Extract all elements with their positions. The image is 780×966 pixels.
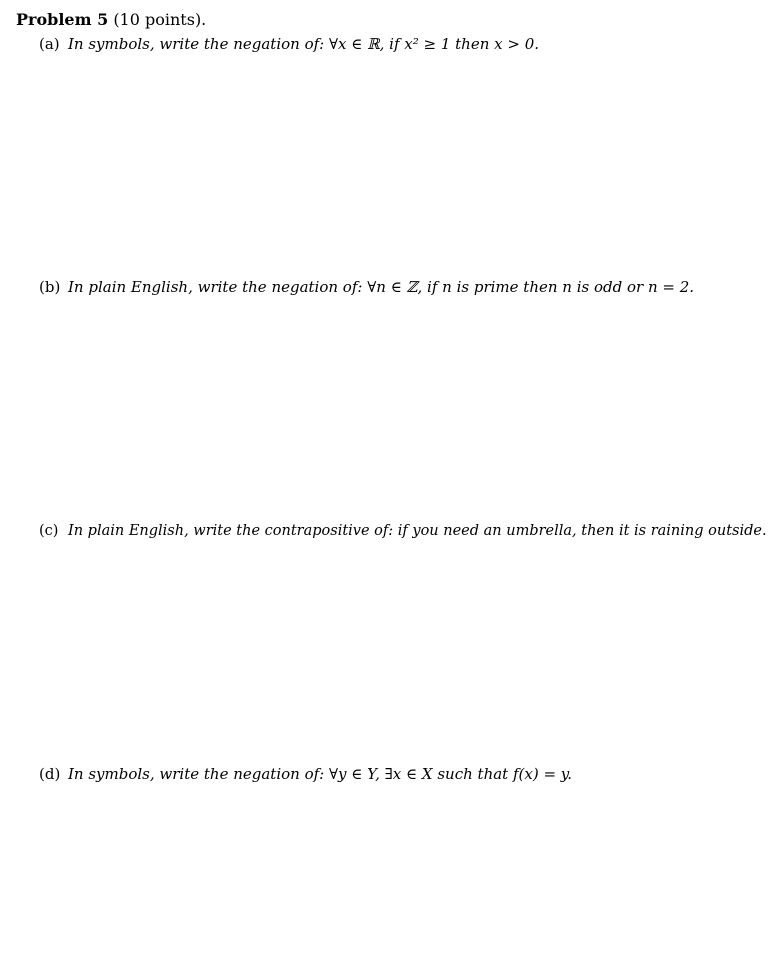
answer-space-d[interactable] [39, 790, 739, 960]
question-part-d [39, 764, 572, 784]
problem-points: (10 points). [113, 10, 207, 29]
answer-space-c[interactable] [39, 547, 739, 752]
part-a-text: In symbols, write the negation of: ∀x ∈ ℝ, if x² ≥ 1 then x > 0. [68, 35, 540, 53]
question-part-a [39, 34, 539, 54]
answer-space-a[interactable] [39, 60, 739, 265]
part-b-marker: (b) [39, 278, 61, 296]
problem-label: Problem 5 [16, 10, 109, 29]
part-c-marker: (c) [39, 523, 59, 539]
part-c-text: In plain English, write the contrapositive of: if you need an umbrella, then it is raining outside. [68, 523, 767, 539]
answer-space-b[interactable] [39, 303, 739, 509]
part-d-marker: (d) [39, 765, 61, 783]
part-d-text: In symbols, write the negation of: ∀y ∈ Y, ∃x ∈ X such that f(x) = y. [68, 765, 573, 783]
part-a-marker: (a) [39, 35, 60, 53]
part-b-text: In plain English, write the negation of: ∀n ∈ ℤ, if n is prime then n is odd or n = 2. [68, 278, 695, 296]
problem-heading [16, 9, 206, 31]
question-part-b [39, 277, 694, 297]
question-part-c [39, 521, 767, 541]
